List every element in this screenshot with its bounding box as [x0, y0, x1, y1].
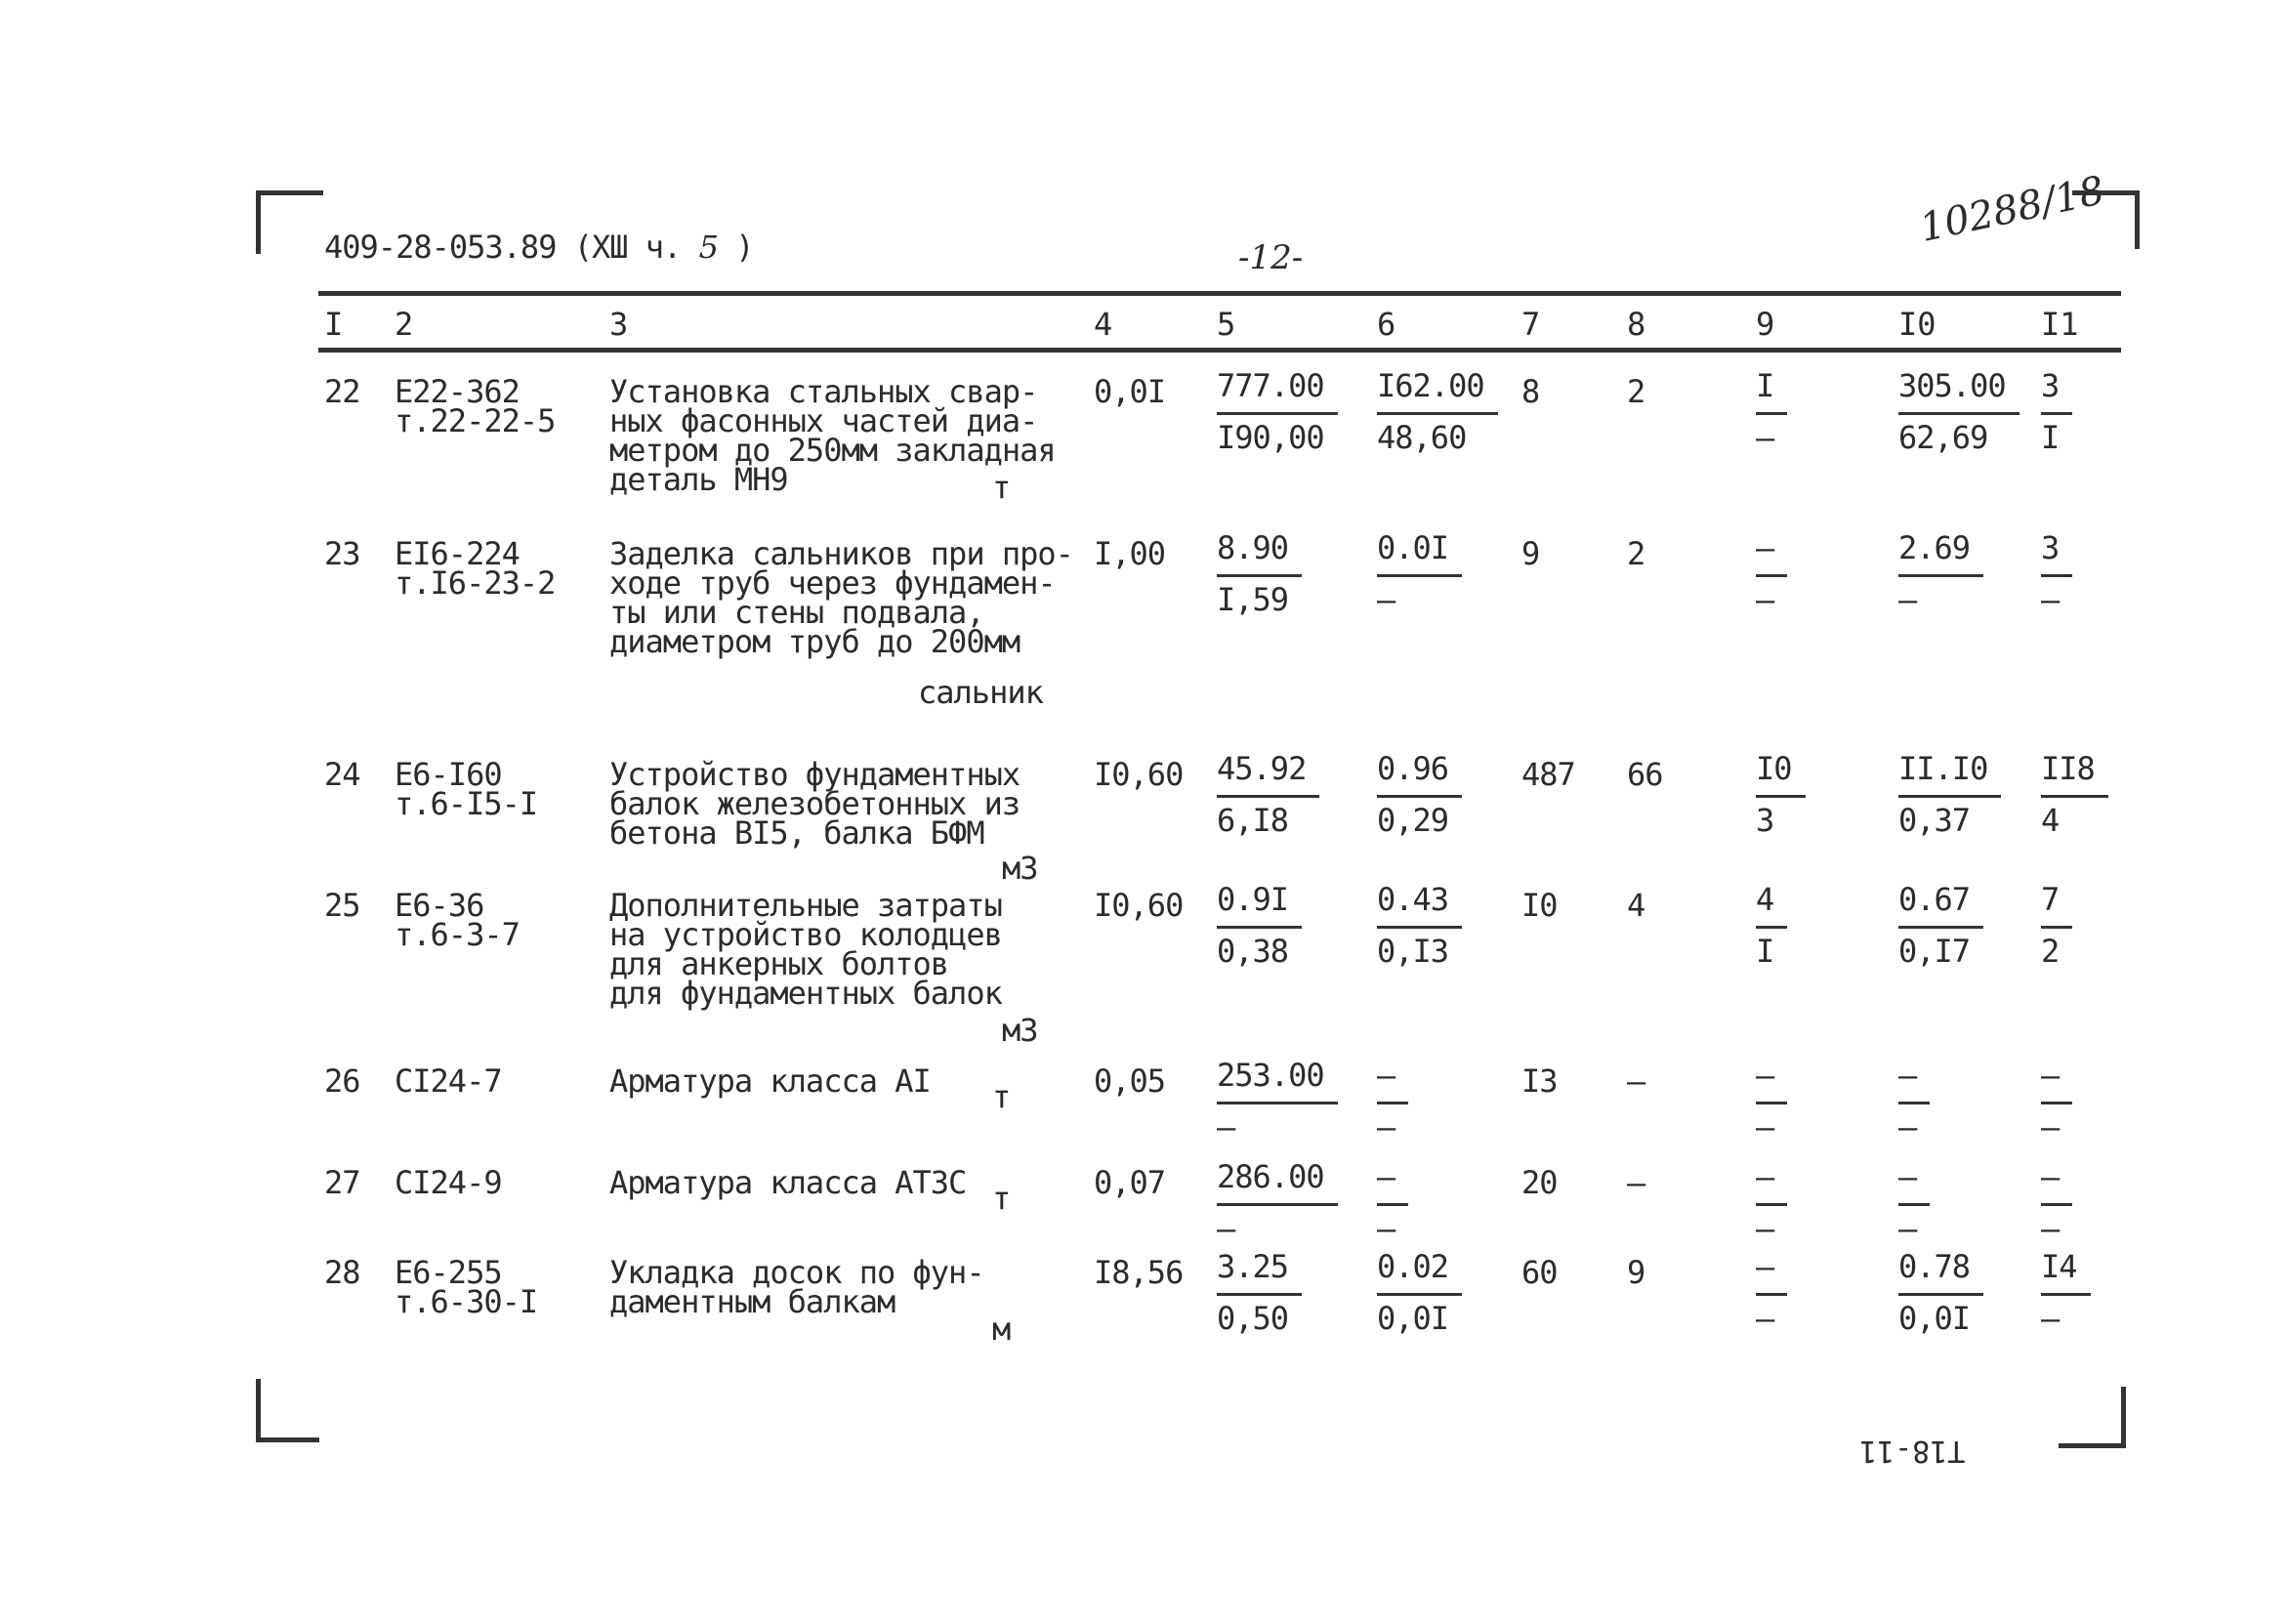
unit-cost: [1217, 881, 1302, 970]
total-cost-top: 0.78: [1898, 1248, 1983, 1296]
column-header-4: 4: [1094, 306, 1113, 343]
wage-cost-bottom: –: [1377, 1210, 1395, 1247]
labor-hours: 9: [1521, 535, 1540, 572]
unit-cost: [1217, 529, 1302, 618]
wage-cost: [1377, 1248, 1462, 1337]
work-description: [609, 756, 1020, 852]
wage-cost-top: –: [1377, 1057, 1408, 1104]
table-top-rule: [318, 291, 2121, 296]
norm-code: Е6-36 т.6-3-7: [395, 887, 520, 953]
wage-cost: [1377, 367, 1498, 456]
quantity: I0,60: [1094, 887, 1184, 924]
norm-code: Е22-362 т.22-22-5: [395, 373, 556, 439]
description-line: Заделка сальников при про-: [609, 535, 1073, 572]
unit-cost-bottom: 6,I8: [1217, 802, 1289, 839]
row-number: 23: [324, 535, 360, 572]
machine-cost: [1756, 750, 1806, 839]
machine-cost-top: I0: [1756, 750, 1806, 798]
total-cost-top: 305.00: [1898, 367, 2019, 415]
total-cost: [1898, 1158, 1930, 1247]
unit-cost: [1217, 1158, 1338, 1247]
unit-of-measure: м3: [1002, 850, 1038, 887]
machine-cost-top: –: [1756, 529, 1787, 577]
machine-hours: 4: [1627, 887, 1645, 924]
total-cost-bottom: 0,0I: [1898, 1300, 1971, 1337]
machine-cost: [1756, 529, 1787, 618]
total-wage: [2041, 881, 2072, 970]
work-description: [609, 373, 1056, 498]
column-header-5: 5: [1217, 306, 1236, 343]
description-line: Арматура класса АТ3С: [609, 1164, 967, 1201]
machine-cost-bottom: –: [1756, 1300, 1774, 1337]
work-description: [609, 1254, 984, 1320]
column-header-2: 2: [395, 306, 414, 343]
description-line: Укладка досок по фун-: [609, 1254, 984, 1291]
row-number: 28: [324, 1254, 360, 1291]
total-cost-top: II.I0: [1898, 750, 2001, 798]
machine-cost-top: 4: [1756, 881, 1787, 929]
unit-of-measure: м3: [1002, 1012, 1038, 1049]
column-header-9: 9: [1756, 306, 1775, 343]
document-code-text: 409-28-053.89 (ХШ ч.: [324, 229, 682, 266]
total-wage-top: –: [2041, 1158, 2072, 1206]
total-wage: [2041, 750, 2108, 839]
wage-cost: [1377, 881, 1462, 970]
unit-cost-bottom: I90,00: [1217, 419, 1324, 456]
description-line: деталь МН9: [609, 461, 788, 498]
work-description: [609, 1164, 967, 1201]
total-cost: [1898, 367, 2019, 456]
machine-hours: –: [1627, 1062, 1645, 1100]
total-cost: [1898, 750, 2001, 839]
total-cost-top: 2.69: [1898, 529, 1983, 577]
machine-cost-top: –: [1756, 1158, 1787, 1206]
unit-cost-bottom: –: [1217, 1210, 1235, 1247]
wage-cost-top: 0.96: [1377, 750, 1462, 798]
unit-cost: [1217, 750, 1319, 839]
total-cost: [1898, 1248, 1983, 1337]
description-line: даментным балкам: [609, 1283, 895, 1320]
total-cost-bottom: 0,I7: [1898, 933, 1971, 970]
frame-corner-top-left: [256, 190, 323, 254]
column-header-1: I: [324, 306, 344, 343]
total-cost: [1898, 881, 1983, 970]
wage-cost: [1377, 1057, 1408, 1145]
total-wage: [2041, 1248, 2091, 1337]
total-wage-top: 3: [2041, 529, 2072, 577]
unit-of-measure: сальник: [918, 674, 1043, 711]
machine-cost: [1756, 367, 1787, 456]
unit-cost-bottom: 0,50: [1217, 1300, 1289, 1337]
column-header-3: 3: [609, 306, 629, 343]
row-number: 27: [324, 1164, 360, 1201]
unit-cost-top: 777.00: [1217, 367, 1338, 415]
description-line: ходе труб через фундамен-: [609, 564, 1056, 602]
wage-cost-bottom: 0,0I: [1377, 1300, 1449, 1337]
work-description: [609, 535, 1073, 660]
row-number: 25: [324, 887, 360, 924]
unit-cost-bottom: I,59: [1217, 581, 1289, 618]
table-header-rule: [318, 348, 2121, 353]
document-code: [324, 229, 753, 266]
labor-hours: 487: [1521, 756, 1575, 793]
labor-hours: 20: [1521, 1164, 1558, 1201]
machine-hours: –: [1627, 1164, 1645, 1201]
column-header-8: 8: [1627, 306, 1646, 343]
machine-hours: 9: [1627, 1254, 1645, 1291]
description-line: диаметром труб до 200мм: [609, 623, 1020, 660]
total-wage: [2041, 1158, 2072, 1247]
machine-cost: [1756, 1248, 1787, 1337]
column-header-7: 7: [1521, 306, 1541, 343]
total-wage-bottom: –: [2041, 1300, 2060, 1337]
work-description: [609, 887, 1002, 1012]
description-line: Дополнительные затраты: [609, 887, 1002, 924]
quantity: I,00: [1094, 535, 1166, 572]
total-cost-top: 0.67: [1898, 881, 1983, 929]
quantity: 0,07: [1094, 1164, 1166, 1201]
description-line: бетона ВI5, балка БФМ: [609, 814, 984, 852]
wage-cost-bottom: 0,29: [1377, 802, 1449, 839]
quantity: 0,0I: [1094, 373, 1166, 410]
column-header-10: I0: [1898, 306, 1936, 343]
norm-code: ЕI6-224 т.I6-23-2: [395, 535, 556, 602]
machine-cost-bottom: –: [1756, 1210, 1774, 1247]
unit-cost: [1217, 1057, 1338, 1145]
unit-cost-top: 286.00: [1217, 1158, 1338, 1206]
machine-hours: 2: [1627, 373, 1645, 410]
machine-cost: [1756, 1158, 1787, 1247]
unit-cost-top: 253.00: [1217, 1057, 1338, 1104]
quantity: 0,05: [1094, 1062, 1166, 1100]
wage-cost-bottom: 48,60: [1377, 419, 1467, 456]
machine-cost: [1756, 1057, 1787, 1145]
total-cost-bottom: 62,69: [1898, 419, 1988, 456]
unit-cost: [1217, 367, 1338, 456]
description-line: Установка стальных свар-: [609, 373, 1038, 410]
unit-cost-top: 3.25: [1217, 1248, 1302, 1296]
machine-hours: 2: [1627, 535, 1645, 572]
total-wage-bottom: I: [2041, 419, 2060, 456]
norm-code: Е6-255 т.6-30-I: [395, 1254, 538, 1320]
unit-cost: [1217, 1248, 1302, 1337]
row-number: 22: [324, 373, 360, 410]
total-wage-bottom: 2: [2041, 933, 2060, 970]
total-wage-top: II8: [2041, 750, 2108, 798]
total-wage-top: 3: [2041, 367, 2072, 415]
machine-cost-top: –: [1756, 1248, 1787, 1296]
wage-cost: [1377, 1158, 1408, 1247]
machine-cost-bottom: I: [1756, 933, 1774, 970]
norm-code: СI24-9: [395, 1164, 502, 1201]
total-wage-top: 7: [2041, 881, 2072, 929]
total-wage: [2041, 529, 2072, 618]
total-wage: [2041, 367, 2072, 456]
machine-hours: 66: [1627, 756, 1663, 793]
total-wage-bottom: 4: [2041, 802, 2060, 839]
wage-cost-top: 0.02: [1377, 1248, 1462, 1296]
unit-of-measure: т: [992, 1078, 1011, 1115]
total-cost-bottom: –: [1898, 581, 1917, 618]
total-cost: [1898, 1057, 1930, 1145]
column-header-6: 6: [1377, 306, 1396, 343]
sheet-code: Т18-11: [1859, 1434, 1966, 1468]
machine-cost-bottom: –: [1756, 419, 1774, 456]
machine-cost: [1756, 881, 1787, 970]
total-cost-top: –: [1898, 1158, 1930, 1206]
total-cost-bottom: –: [1898, 1108, 1917, 1145]
labor-hours: I3: [1521, 1062, 1558, 1100]
wage-cost-bottom: –: [1377, 581, 1395, 618]
machine-cost-top: –: [1756, 1057, 1787, 1104]
quantity: I8,56: [1094, 1254, 1184, 1291]
wage-cost-top: 0.0I: [1377, 529, 1462, 577]
unit-cost-bottom: –: [1217, 1108, 1235, 1145]
wage-cost-bottom: –: [1377, 1108, 1395, 1145]
work-description: [609, 1062, 931, 1100]
description-line: ты или стены подвала,: [609, 594, 984, 631]
description-line: Устройство фундаментных: [609, 756, 1020, 793]
total-wage-top: –: [2041, 1057, 2072, 1104]
machine-cost-bottom: 3: [1756, 802, 1774, 839]
frame-corner-bottom-right: [2059, 1387, 2126, 1448]
total-wage: [2041, 1057, 2072, 1145]
total-wage-bottom: –: [2041, 1108, 2060, 1145]
unit-cost-bottom: 0,38: [1217, 933, 1289, 970]
description-line: для анкерных болтов: [609, 945, 949, 982]
total-cost-top: –: [1898, 1057, 1930, 1104]
labor-hours: I0: [1521, 887, 1558, 924]
description-line: ных фасонных частей диа-: [609, 402, 1038, 439]
wage-cost-bottom: 0,I3: [1377, 933, 1449, 970]
unit-of-measure: т: [992, 1180, 1011, 1217]
labor-hours: 60: [1521, 1254, 1558, 1291]
machine-cost-top: I: [1756, 367, 1787, 415]
wage-cost-top: I62.00: [1377, 367, 1498, 415]
total-cost-bottom: –: [1898, 1210, 1917, 1247]
unit-of-measure: м: [992, 1311, 1011, 1348]
total-cost: [1898, 529, 1983, 618]
row-number: 26: [324, 1062, 360, 1100]
description-line: Арматура класса АI: [609, 1062, 931, 1100]
quantity: I0,60: [1094, 756, 1184, 793]
description-line: балок железобетонных из: [609, 785, 1020, 822]
total-wage-bottom: –: [2041, 1210, 2060, 1247]
norm-code: Е6-I60 т.6-I5-I: [395, 756, 538, 822]
description-line: для фундаментных балок: [609, 975, 1002, 1012]
page-number: -12-: [1238, 238, 1304, 277]
norm-code: СI24-7: [395, 1062, 502, 1100]
total-wage-top: I4: [2041, 1248, 2091, 1296]
wage-cost-top: –: [1377, 1158, 1408, 1206]
archive-number: 10288/18: [1916, 168, 2109, 251]
row-number: 24: [324, 756, 360, 793]
column-header-11: I1: [2041, 306, 2079, 343]
frame-corner-bottom-left: [256, 1379, 319, 1442]
machine-cost-bottom: –: [1756, 1108, 1774, 1145]
wage-cost-top: 0.43: [1377, 881, 1462, 929]
unit-cost-top: 45.92: [1217, 750, 1319, 798]
description-line: метром до 250мм закладная: [609, 432, 1056, 469]
wage-cost: [1377, 529, 1462, 618]
unit-cost-top: 8.90: [1217, 529, 1302, 577]
wage-cost: [1377, 750, 1462, 839]
labor-hours: 8: [1521, 373, 1540, 410]
description-line: на устройство колодцев: [609, 916, 1002, 953]
total-cost-bottom: 0,37: [1898, 802, 1971, 839]
unit-of-measure: т: [992, 469, 1011, 506]
document-part-number: 5: [698, 229, 718, 266]
document-code-close: ): [735, 229, 754, 266]
total-wage-bottom: –: [2041, 581, 2060, 618]
machine-cost-bottom: –: [1756, 581, 1774, 618]
unit-cost-top: 0.9I: [1217, 881, 1302, 929]
